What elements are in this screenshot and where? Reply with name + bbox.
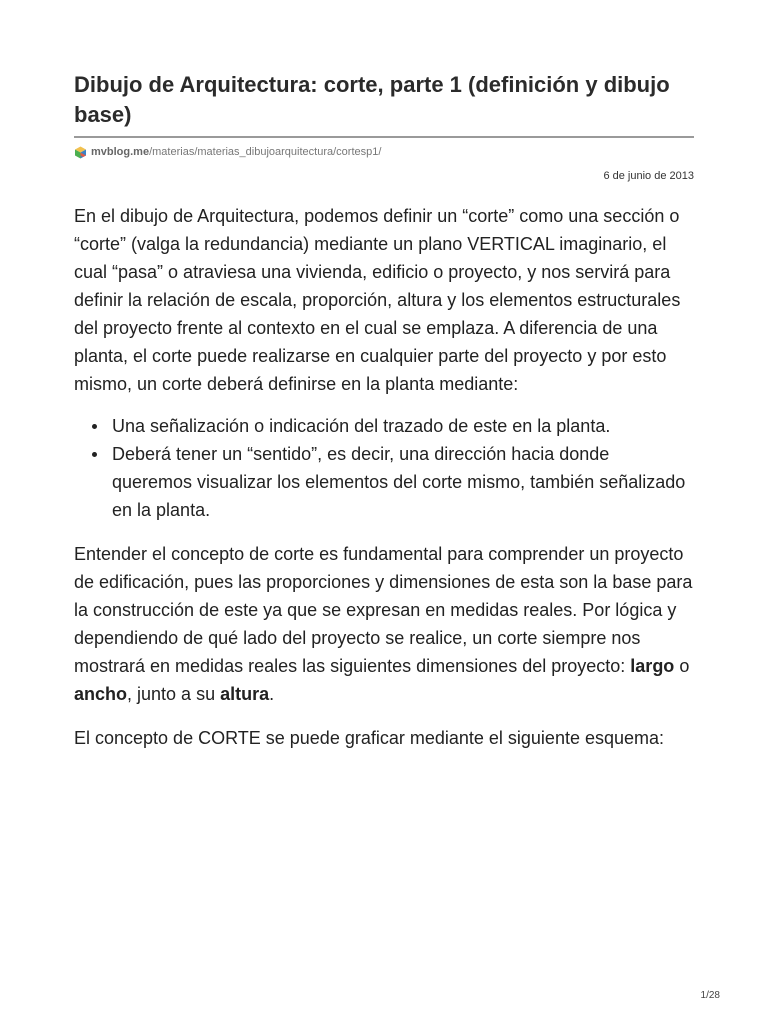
source-link[interactable]	[91, 146, 381, 158]
bold-term-altura: altura	[220, 684, 270, 704]
list-item: Deberá tener un “sentido”, es decir, una dirección hacia donde queremos visualizar los elementos del corte mismo, también señalizado en la planta.	[112, 440, 694, 524]
bold-term-largo: largo	[630, 656, 675, 676]
paragraph-concept	[74, 540, 694, 708]
cube-favicon-icon	[74, 146, 87, 159]
source-line	[74, 144, 694, 160]
bullet-list	[74, 412, 694, 524]
list-item: Una señalización o indicación del trazado de este en la planta.	[112, 412, 694, 440]
paragraph-text: .	[269, 684, 275, 704]
page-number: 1/28	[700, 990, 720, 1001]
source-path: /materias/materias_dibujoarquitectura/cortesp1/	[149, 146, 382, 158]
article	[74, 70, 694, 752]
paragraph-schema: El concepto de CORTE se puede graficar mediante el siguiente esquema:	[74, 728, 665, 748]
source-domain: mvblog.me	[91, 146, 150, 158]
page-title: Dibujo de Arquitectura: corte, parte 1 (definición y dibujo base)	[74, 72, 670, 127]
publish-date: 6 de junio de 2013	[603, 170, 694, 182]
title-divider	[74, 136, 694, 138]
paragraph-definition: En el dibujo de Arquitectura, podemos definir un “corte” como una sección o “corte” (valga la redundancia) mediante un plano VERTICAL imaginario, el cual “pasa” o atraviesa una vivienda, edificio o proyecto, y nos servirá para definir la relación de escala, proporción, altura y los elementos estructurales del proyecto frente al contexto en el cual se emplaza. A diferencia de una planta, el corte puede realizarse en cualquier parte del proyecto y por esto mismo, un corte deberá definirse en la planta mediante:	[74, 206, 681, 394]
bold-term-ancho: ancho	[74, 684, 128, 704]
paragraph-text: , junto a su	[127, 684, 221, 704]
paragraph-text: Entender el concepto de corte es fundamental para comprender un proyecto de edificación, pues las proporciones y dimensiones de esta son la base para la construcción de este ya que se expresan en medidas reales. Por lógica y dependiendo de qué lado del proyecto se realice, un corte siempre nos mostrará en medidas reales las siguientes dimensiones del proyecto:	[74, 544, 693, 676]
paragraph-text: o	[674, 656, 690, 676]
